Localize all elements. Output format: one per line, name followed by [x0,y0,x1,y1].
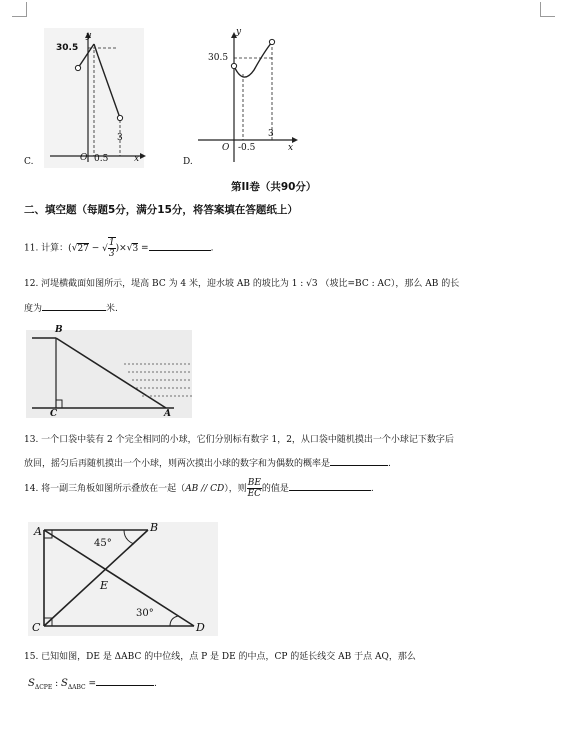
embankment-svg [24,324,194,420]
fig12-label-a: A [164,409,171,419]
q11-end: . [210,243,214,254]
q14-end: . [370,484,374,494]
question-14 [24,474,374,504]
embankment-figure [24,324,194,420]
q11-sqrt-frac: √ $\frac{1}{3}$ [102,238,115,259]
q14-parallel: AB // CD [185,484,225,494]
corner-mark-right [540,2,555,17]
fig14-label-b: B [150,521,159,534]
graph-d-origin: O [222,143,230,153]
graph-c-y-value: 30.5 [56,43,79,53]
fig14-label-a: A [34,525,42,538]
graph-c-x-label: x [134,154,140,164]
fig14-label-c: C [32,621,41,634]
q12-answer-blank[interactable] [42,300,106,311]
q15-s1: S [28,678,35,689]
question-12-line1: 12. 河堤横截面如图所示，堤高 BC 为 4 米，迎水坡 AB 的坡比为 1 : √3 （坡比=BC : AC），那么 AB 的长 [24,279,460,289]
q12-line2-prefix: 度为 [24,304,43,314]
fig12-label-b: B [55,325,63,335]
q11-frac-num: 1 [108,238,115,248]
q14-mid: ），则 [224,484,247,494]
graph-c-x-value: 0.5 [94,154,109,164]
q14-frac-den: EC [247,489,262,499]
q14-suffix: 的值是 [261,484,289,494]
fig14-angle-30: 30° [136,608,154,619]
q11-root27: 27 [77,243,89,254]
q15-s1-sub: ΔCPE [34,683,53,691]
q13-answer-blank[interactable] [330,455,388,466]
q11-root3: 3 [132,243,139,254]
q14-prefix: 14. 将一副三角板如图所示叠放在一起（ [24,484,186,494]
q15-colon: : [52,679,61,689]
fig14-label-e: E [100,579,109,592]
fig14-angle-45: 45° [94,538,112,549]
graph-c-origin: O [80,153,88,163]
q11-frac-den: 3 [108,249,115,259]
question-13-line2 [24,455,391,470]
question-15-line2 [28,675,157,694]
q14-frac-num: BE [247,478,261,488]
q11-sqrt27: √27 [71,243,89,254]
graph-d-y-label: y [236,27,242,37]
set-squares-figure [24,518,224,638]
q14-fraction [247,478,262,499]
section-heading: 二、填空题（每题5分，满分15分，将答案填在答题纸上） [24,204,298,216]
q15-end: . [154,679,157,689]
q15-answer-blank[interactable] [96,675,154,686]
graph-d-y-value: 30.5 [208,53,229,63]
q11-answer-blank[interactable] [149,240,211,251]
q13-line2-prefix: 放回，摇匀后再随机摸出一个小球，则两次摸出小球的数字和为偶数的概率是 [24,459,331,469]
graph-d-x-value: -0.5 [238,143,256,153]
graph-c-y-label: y [86,31,92,41]
set-squares-svg [24,518,224,638]
question-15-line1: 15. 已知如图，DE 是 ΔABC 的中位线，点 P 是 DE 的中点，CP 的延长线交 AB 于点 AQ，那么 [24,652,416,662]
graph-option-c [40,28,150,168]
option-d-label: D. [183,157,193,167]
corner-mark-left [12,2,27,17]
fig12-label-c: C [50,409,58,419]
graph-d-end-x: 3 [268,129,274,139]
graph-option-d [196,28,306,168]
q14-answer-blank[interactable] [289,480,371,491]
q15-s2-sub: ΔABC [67,683,86,691]
graph-d-x-label: x [288,143,294,153]
q11-sqrt3: √3 [126,243,139,254]
question-12-line2 [24,300,118,315]
q11-prefix: 11. 计算：( [24,243,72,254]
graph-c-end-x: 3 [117,133,123,143]
q11-mid: )× [115,243,127,254]
question-11 [24,237,213,259]
option-c-label: C. [24,157,34,167]
q12-line2-suffix: 米. [106,304,118,314]
q15-s2: S [60,678,68,689]
q13-line2-suffix: . [388,459,391,469]
q15-eq: = [85,679,97,689]
part-two-title: 第II卷（共90分） [231,181,317,193]
question-13-line1: 13. 一个口袋中装有 2 个完全相同的小球，它们分别标有数字 1，2，从口袋中随机摸出一个小球记下数字后 [24,435,454,445]
q11-minus: − [88,243,103,254]
q11-eq: = [138,243,149,254]
fig14-label-d: D [196,621,205,634]
